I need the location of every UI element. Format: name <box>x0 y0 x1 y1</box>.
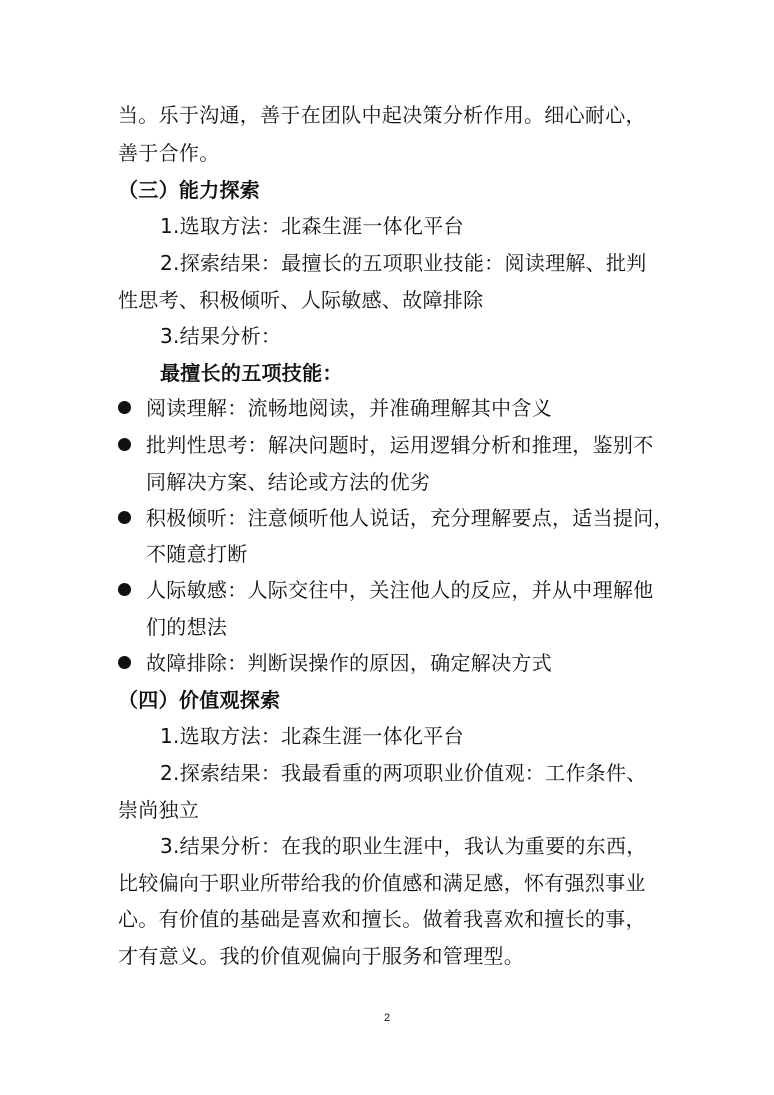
bullet-icon <box>118 583 131 596</box>
skill-item-continuation: 们的想法 <box>146 615 228 639</box>
bullet-icon <box>118 438 131 451</box>
values-analysis-line: 心。有价值的基础是喜欢和擅长。做着我喜欢和擅长的事， <box>118 907 646 931</box>
values-method: 1.选取方法：北森生涯一体化平台 <box>160 724 464 748</box>
ability-method: 1.选取方法：北森生涯一体化平台 <box>160 214 464 238</box>
values-analysis-line: 3.结果分析：在我的职业生涯中，我认为重要的东西， <box>160 834 647 858</box>
skill-item: 批判性思考：解决问题时，运用逻辑分析和推理，鉴别不 <box>146 433 654 457</box>
paragraph-line: 善于合作。 <box>118 141 220 165</box>
skill-item-continuation: 同解决方案、结论或方法的优劣 <box>146 470 431 494</box>
skill-item: 阅读理解：流畅地阅读，并准确理解其中含义 <box>146 396 552 420</box>
paragraph-line: 当。乐于沟通，善于在团队中起决策分析作用。细心耐心， <box>118 103 646 127</box>
values-analysis-line: 才有意义。我的价值观偏向于服务和管理型。 <box>118 944 524 968</box>
skill-item: 故障排除：判断误操作的原因，确定解决方式 <box>146 651 552 675</box>
skill-item: 积极倾听：注意倾听他人说话，充分理解要点，适当提问， <box>146 506 674 530</box>
ability-analysis-label: 3.结果分析： <box>160 324 282 348</box>
bullet-icon <box>118 511 131 524</box>
bullet-icon <box>118 656 131 669</box>
values-result-line: 2.探索结果：我最看重的两项职业价值观：工作条件、 <box>160 761 647 785</box>
page-number: 2 <box>383 1012 391 1024</box>
skill-item-continuation: 不随意打断 <box>146 542 248 566</box>
ability-result-line: 性思考、积极倾听、人际敏感、故障排除 <box>118 288 484 312</box>
section-heading-ability: （三）能力探索 <box>118 178 261 202</box>
skills-subtitle: 最擅长的五项技能： <box>160 361 343 385</box>
values-result-line: 崇尚独立 <box>118 798 200 822</box>
values-analysis-line: 比较偏向于职业所带给我的价值感和满足感，怀有强烈事业 <box>118 871 646 895</box>
section-heading-values: （四）价值观探索 <box>118 688 281 712</box>
ability-result-line: 2.探索结果：最擅长的五项职业技能：阅读理解、批判 <box>160 251 647 275</box>
bullet-icon <box>118 401 131 414</box>
skill-item: 人际敏感：人际交往中，关注他人的反应，并从中理解他 <box>146 578 654 602</box>
